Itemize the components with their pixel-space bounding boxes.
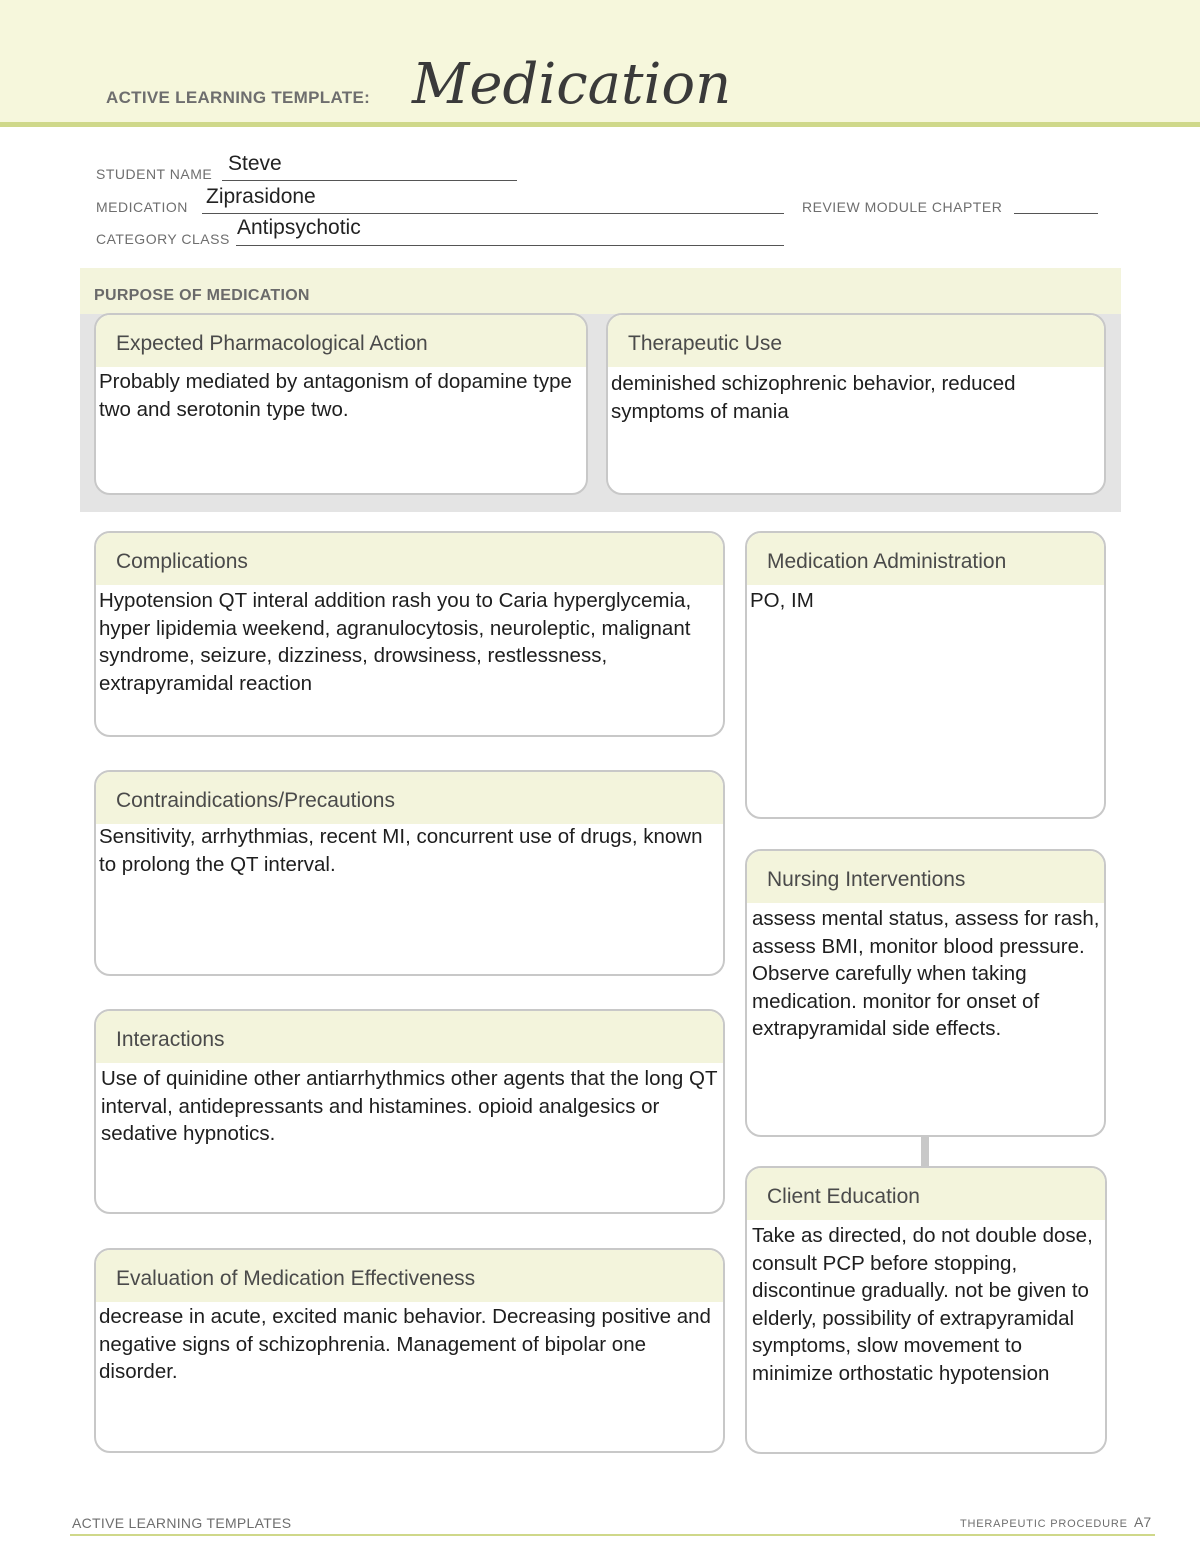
administration-title: Medication Administration bbox=[767, 550, 1007, 573]
therapeutic-use-box bbox=[606, 313, 1106, 495]
contraindications-body[interactable]: Sensitivity, arrhythmias, recent MI, concurrent use of drugs, known to prolong the QT interval. bbox=[99, 825, 703, 876]
purpose-title: PURPOSE OF MEDICATION bbox=[94, 287, 310, 304]
administration-box bbox=[745, 531, 1106, 819]
client-education-box bbox=[745, 1166, 1107, 1454]
expected-action-box bbox=[94, 313, 588, 495]
contraindications-title: Contraindications/Precautions bbox=[116, 789, 395, 812]
client-education-body[interactable]: Take as directed, do not double dose, consult PCP before stopping, discontinue gradually. not be given to elderly, possibility of extrapyramidal symptoms, slow movement to minimize orthostatic hypotension bbox=[752, 1224, 1093, 1385]
interactions-title: Interactions bbox=[116, 1028, 225, 1051]
interactions-body[interactable]: Use of quinidine other antiarrhythmics other agents that the long QT interval, antidepressants and histamines. opioid analgesics or sedative hypnotics. bbox=[101, 1067, 718, 1145]
template-title: Medication bbox=[412, 52, 732, 117]
category-class-label: CATEGORY CLASS bbox=[96, 231, 230, 247]
student-name-label: STUDENT NAME bbox=[96, 166, 213, 182]
expected-action-body[interactable]: Probably mediated by antagonism of dopamine type two and serotonin type two. bbox=[99, 370, 572, 421]
header-rule bbox=[0, 122, 1200, 127]
complications-body[interactable]: Hypotension QT interal addition rash you to Caria hyperglycemia, hyper lipidemia weekend, agranulocytosis, neuroleptic, malignant syndrome, seizure, dizziness, drowsiness, restlessness, extrapyramidal reaction bbox=[99, 589, 692, 695]
footer-rule bbox=[70, 1534, 1155, 1536]
evaluation-title: Evaluation of Medication Effectiveness bbox=[116, 1267, 476, 1290]
contraindications-box bbox=[94, 770, 725, 976]
therapeutic-use-body[interactable]: deminished schizophrenic behavior, reduced symptoms of mania bbox=[611, 372, 1016, 423]
student-name-value[interactable]: Steve bbox=[228, 152, 282, 175]
medication-value[interactable]: Ziprasidone bbox=[206, 185, 316, 208]
client-education-title: Client Education bbox=[767, 1185, 920, 1208]
evaluation-box bbox=[94, 1248, 725, 1453]
administration-body[interactable]: PO, IM bbox=[750, 589, 814, 612]
footer-right: THERAPEUTIC PROCEDURE bbox=[960, 1518, 1128, 1530]
interactions-box bbox=[94, 1009, 725, 1214]
medication-line bbox=[202, 213, 784, 214]
nursing-title: Nursing Interventions bbox=[767, 868, 966, 891]
nursing-body[interactable]: assess mental status, assess for rash, assess BMI, monitor blood pressure. Observe carefully when taking medication. monitor for onset of extrapyramidal side effects. bbox=[752, 907, 1100, 1040]
complications-box bbox=[94, 531, 725, 737]
nursing-box bbox=[745, 849, 1106, 1137]
expected-action-title: Expected Pharmacological Action bbox=[116, 332, 428, 355]
footer-left: ACTIVE LEARNING TEMPLATES bbox=[72, 1515, 292, 1531]
category-class-line bbox=[236, 245, 784, 246]
review-module-line[interactable] bbox=[1014, 213, 1098, 214]
medication-label: MEDICATION bbox=[96, 199, 188, 215]
page-number: A7 bbox=[1134, 1514, 1152, 1530]
template-label: ACTIVE LEARNING TEMPLATE: bbox=[106, 88, 371, 107]
category-class-value[interactable]: Antipsychotic bbox=[237, 216, 361, 239]
box-connector bbox=[921, 1135, 929, 1167]
complications-title: Complications bbox=[116, 550, 248, 573]
evaluation-body[interactable]: decrease in acute, excited manic behavior. Decreasing positive and negative signs of schizophrenia. Management of bipolar one disorder. bbox=[99, 1305, 711, 1383]
review-module-label: REVIEW MODULE CHAPTER bbox=[802, 199, 1003, 215]
student-name-line bbox=[222, 180, 517, 181]
therapeutic-use-title: Therapeutic Use bbox=[628, 332, 783, 355]
